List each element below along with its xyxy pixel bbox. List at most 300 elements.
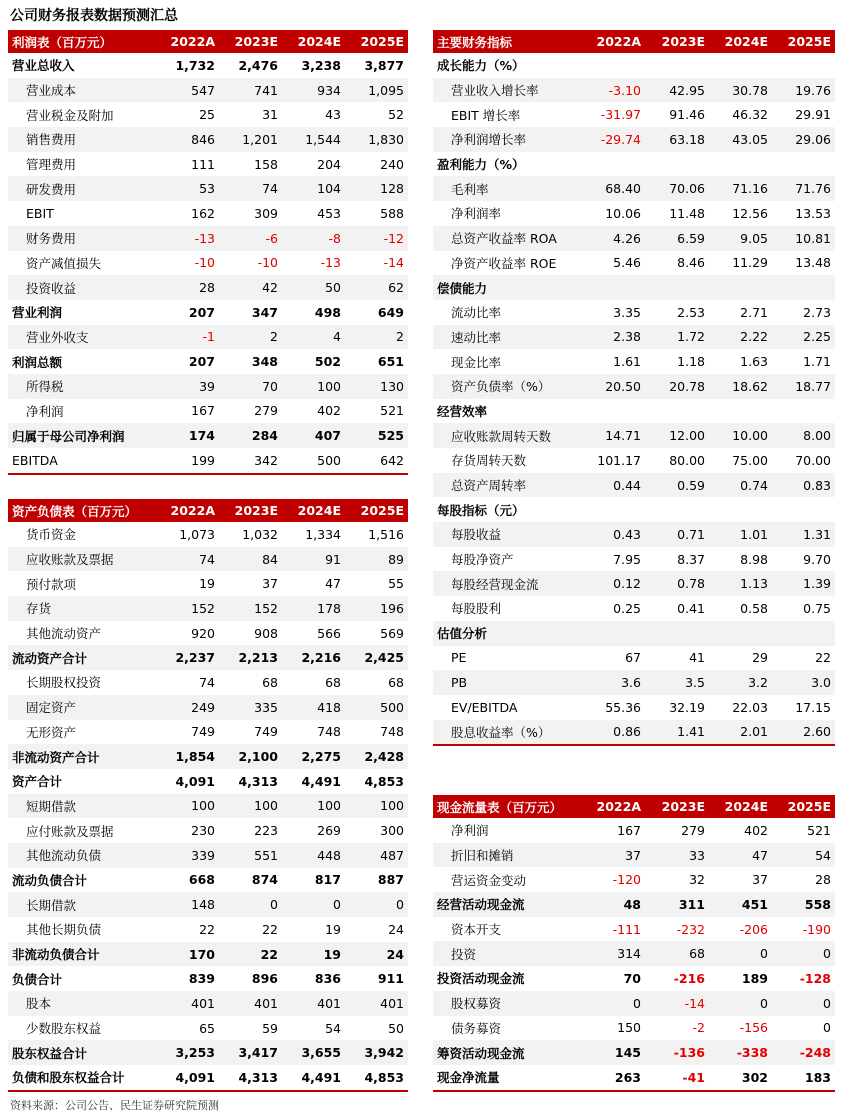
row-value: 566 xyxy=(317,625,341,641)
row-label: 总资产收益率 ROA xyxy=(433,226,581,251)
row-value: 71.76 xyxy=(772,176,835,201)
row-label: 其他流动负债 xyxy=(8,843,156,868)
table-title: 现金流量表（百万元） xyxy=(433,795,581,818)
row-value: 1.41 xyxy=(645,720,709,746)
row-value xyxy=(772,399,835,424)
table-row xyxy=(433,596,835,621)
row-label: PE xyxy=(451,650,467,666)
table-row xyxy=(8,868,408,893)
table-row xyxy=(433,300,835,325)
row-value: 145 xyxy=(581,1040,645,1065)
row-value: 0 xyxy=(282,892,345,917)
row-value: 1.72 xyxy=(645,325,709,350)
row-value: 189 xyxy=(741,970,768,986)
table-row xyxy=(8,448,408,474)
year-header: 2023E xyxy=(219,30,282,53)
row-value xyxy=(645,497,709,522)
row-label: 每股净资产 xyxy=(451,552,514,568)
row-value: 0.44 xyxy=(581,473,645,498)
row-value: 487 xyxy=(345,843,408,868)
row-value: 8.98 xyxy=(740,551,768,567)
row-value: 20.50 xyxy=(581,374,645,399)
row-label: 负债合计 xyxy=(12,971,63,987)
row-value: 2,476 xyxy=(238,57,278,73)
row-value: -31.97 xyxy=(600,107,641,123)
table-row xyxy=(8,917,408,942)
row-value: 74 xyxy=(219,176,282,201)
table-row xyxy=(433,522,835,547)
row-value: 19 xyxy=(199,576,215,592)
row-value: 402 xyxy=(317,403,341,419)
row-value: 749 xyxy=(254,724,278,740)
row-value: 48 xyxy=(581,892,645,917)
row-value: 19 xyxy=(325,921,341,937)
row-value: 551 xyxy=(219,843,282,868)
row-label: 无形资产 xyxy=(26,724,77,740)
page-title: 公司财务报表数据预测汇总 xyxy=(10,8,178,24)
row-label: 非流动资产合计 xyxy=(8,744,156,769)
row-value: 2,275 xyxy=(282,744,345,769)
table-row xyxy=(433,102,835,127)
row-label: 筹资活动现金流 xyxy=(433,1040,581,1065)
row-value: 649 xyxy=(377,304,404,320)
table-row xyxy=(433,991,835,1016)
row-value: 5.46 xyxy=(613,255,641,271)
row-value: 0.25 xyxy=(613,600,641,616)
row-label: 销售费用 xyxy=(8,127,156,152)
row-value: 0 xyxy=(772,941,835,966)
row-value: 3.2 xyxy=(709,670,772,695)
table-row xyxy=(8,201,408,226)
row-value: 41 xyxy=(689,650,705,666)
row-value: 74 xyxy=(156,547,219,572)
table-row xyxy=(8,251,408,276)
row-value: 2 xyxy=(219,325,282,350)
row-label: 股本 xyxy=(8,991,156,1016)
row-label: 资产减值损失 xyxy=(26,255,102,271)
row-label: 总资产周转率 xyxy=(433,473,581,498)
row-value: 347 xyxy=(251,304,278,320)
row-label: 折旧和摊销 xyxy=(433,843,581,868)
row-value: 1.31 xyxy=(772,522,835,547)
row-value: -111 xyxy=(612,921,641,937)
row-label: 净利润 xyxy=(451,823,489,839)
row-value xyxy=(709,53,772,78)
row-value: 1,544 xyxy=(282,127,345,152)
row-label: 盈利能力（%） xyxy=(437,157,525,173)
row-value: -248 xyxy=(772,1040,835,1065)
row-value: 498 xyxy=(314,304,341,320)
row-value: 52 xyxy=(388,107,404,123)
row-value: 269 xyxy=(317,823,341,839)
row-value: 7.95 xyxy=(613,551,641,567)
row-value xyxy=(709,621,772,646)
row-value: 167 xyxy=(191,403,215,419)
table-row xyxy=(433,152,835,177)
row-value: 749 xyxy=(191,724,215,740)
table-row xyxy=(433,78,835,103)
row-value: 1,032 xyxy=(242,526,278,542)
table-row xyxy=(433,226,835,251)
row-label: EBIT xyxy=(26,205,54,221)
row-value: 0.12 xyxy=(581,571,645,596)
row-value: 401 xyxy=(345,991,408,1016)
row-value: 10.81 xyxy=(772,226,835,251)
row-value: 152 xyxy=(219,596,282,621)
row-value xyxy=(772,152,835,177)
row-label: 流动比率 xyxy=(451,305,502,321)
year-header: 2022A xyxy=(156,499,219,522)
row-value: -41 xyxy=(645,1065,709,1091)
row-value: 24 xyxy=(388,921,404,937)
row-value: 80.00 xyxy=(669,452,705,468)
row-value: 3.0 xyxy=(772,670,835,695)
row-value: 207 xyxy=(188,354,215,370)
row-value: 104 xyxy=(282,176,345,201)
table-row xyxy=(8,374,408,399)
row-value: 183 xyxy=(772,1065,835,1091)
table-header-row xyxy=(433,30,835,53)
row-value: 2.53 xyxy=(677,304,705,320)
row-value: 1,732 xyxy=(175,57,215,73)
row-value: 846 xyxy=(156,127,219,152)
table-row xyxy=(433,843,835,868)
table-row xyxy=(433,646,835,671)
row-label: 管理费用 xyxy=(26,157,77,173)
table-row xyxy=(433,867,835,892)
row-value: -14 xyxy=(645,991,709,1016)
table-row xyxy=(8,720,408,745)
row-value: 453 xyxy=(317,205,341,221)
row-value: 0.43 xyxy=(581,522,645,547)
row-value: 0.75 xyxy=(803,600,831,616)
row-value: 3,417 xyxy=(219,1040,282,1065)
row-value: 20.78 xyxy=(645,374,709,399)
row-value: 521 xyxy=(807,822,831,838)
row-label: 现金比率 xyxy=(451,354,502,370)
row-value: 2,237 xyxy=(156,645,219,670)
row-value: 162 xyxy=(191,205,215,221)
row-value: 8.00 xyxy=(772,423,835,448)
row-value: 279 xyxy=(681,822,705,838)
row-value: 17.15 xyxy=(795,699,831,715)
row-value: 300 xyxy=(380,823,404,839)
row-value: 59 xyxy=(262,1020,278,1036)
row-value: 642 xyxy=(345,448,408,474)
row-value: 4 xyxy=(282,325,345,350)
row-value: 4,491 xyxy=(282,1065,345,1091)
table-row xyxy=(8,744,408,769)
row-value xyxy=(581,53,645,78)
table-row xyxy=(433,892,835,917)
row-label: 股权募资 xyxy=(433,991,581,1016)
table-row xyxy=(433,720,835,746)
row-label: 存货周转天数 xyxy=(451,453,527,469)
row-value: 13.48 xyxy=(795,255,831,271)
table-row xyxy=(8,991,408,1016)
row-value: 1,854 xyxy=(156,744,219,769)
row-value: -13 xyxy=(156,226,219,251)
table-row xyxy=(433,399,835,424)
row-value: 11.48 xyxy=(669,205,705,221)
row-value: 874 xyxy=(251,872,278,888)
table-row xyxy=(8,325,408,350)
year-header: 2022A xyxy=(156,30,219,53)
row-value: 13.53 xyxy=(795,205,831,221)
row-label: 营业成本 xyxy=(8,78,156,103)
row-value xyxy=(772,275,835,300)
table-row xyxy=(8,670,408,695)
row-value: 401 xyxy=(282,991,345,1016)
row-value: 2 xyxy=(345,325,408,350)
row-value: 748 xyxy=(317,724,341,740)
row-value: 32.19 xyxy=(669,699,705,715)
row-value: 91 xyxy=(282,547,345,572)
row-value: 302 xyxy=(709,1065,772,1091)
table-row xyxy=(8,1040,408,1065)
row-value: 339 xyxy=(156,843,219,868)
row-value: 2,216 xyxy=(282,645,345,670)
year-header: 2024E xyxy=(282,499,345,522)
table-row xyxy=(433,423,835,448)
row-label: 营业外收支 xyxy=(8,325,156,350)
row-value: 668 xyxy=(188,872,215,888)
row-label: 流动负债合计 xyxy=(12,872,88,888)
row-value: 279 xyxy=(254,403,278,419)
row-value: 1,334 xyxy=(305,526,341,542)
row-label: 营运资金变动 xyxy=(451,872,527,888)
year-header: 2022A xyxy=(581,30,645,53)
row-value: 62 xyxy=(345,275,408,300)
row-value: 196 xyxy=(345,596,408,621)
row-value: 22 xyxy=(219,942,282,967)
table-title: 利润表（百万元） xyxy=(8,30,156,53)
row-value: 3,253 xyxy=(156,1040,219,1065)
row-value: 4,853 xyxy=(364,773,404,789)
row-value: 0.71 xyxy=(645,522,709,547)
row-value: 68 xyxy=(325,674,341,690)
row-value: 748 xyxy=(380,724,404,740)
row-value: 89 xyxy=(345,547,408,572)
row-label: EBIT 增长率 xyxy=(451,107,521,123)
row-value: -2 xyxy=(692,1020,705,1036)
table-header-row xyxy=(8,30,408,53)
row-value: 178 xyxy=(282,596,345,621)
row-label: 存货 xyxy=(8,596,156,621)
row-value: 70.06 xyxy=(645,176,709,201)
row-value: -128 xyxy=(799,970,831,986)
row-value: 547 xyxy=(156,78,219,103)
row-value: 63.18 xyxy=(645,127,709,152)
year-header: 2024E xyxy=(709,30,772,53)
row-value: 28 xyxy=(156,275,219,300)
table-row xyxy=(8,1016,408,1041)
row-value xyxy=(645,152,709,177)
table-row xyxy=(433,374,835,399)
row-value: 71.16 xyxy=(709,176,772,201)
table-row xyxy=(8,818,408,843)
year-header: 2023E xyxy=(645,795,709,818)
row-value: 39 xyxy=(156,374,219,399)
row-label: 成长能力（%） xyxy=(437,58,525,74)
year-header: 2025E xyxy=(772,795,835,818)
row-value: 502 xyxy=(314,354,341,370)
table-row xyxy=(433,695,835,720)
row-value: 3.35 xyxy=(613,304,641,320)
row-value: 19.76 xyxy=(772,78,835,103)
row-label: EBITDA xyxy=(8,448,156,474)
table-row xyxy=(8,275,408,300)
row-value: 448 xyxy=(282,843,345,868)
row-value: 0 xyxy=(709,991,772,1016)
row-value: 401 xyxy=(156,991,219,1016)
row-value: -156 xyxy=(739,1020,768,1036)
row-value: 521 xyxy=(380,403,404,419)
row-label: 速动比率 xyxy=(433,325,581,350)
row-value: -1 xyxy=(156,325,219,350)
row-value: 29.91 xyxy=(795,107,831,123)
row-label: 长期借款 xyxy=(8,892,156,917)
row-value: 0.74 xyxy=(709,473,772,498)
row-label: EV/EBITDA xyxy=(451,699,518,715)
row-value: 3,942 xyxy=(345,1040,408,1065)
row-label: 净利润 xyxy=(26,403,64,419)
row-value: 401 xyxy=(219,991,282,1016)
row-value: 4,313 xyxy=(238,773,278,789)
row-value: 1.61 xyxy=(613,354,641,370)
row-value: 67 xyxy=(625,650,641,666)
row-value: -338 xyxy=(709,1040,772,1065)
row-value: 10.00 xyxy=(709,423,772,448)
row-value: 0 xyxy=(772,991,835,1016)
row-value: 342 xyxy=(219,448,282,474)
row-value: 2,428 xyxy=(345,744,408,769)
row-value xyxy=(772,497,835,522)
row-value: 887 xyxy=(377,872,404,888)
row-value: 9.05 xyxy=(709,226,772,251)
row-value xyxy=(581,275,645,300)
table-row xyxy=(8,892,408,917)
row-label: 营业收入增长率 xyxy=(433,78,581,103)
row-label: 投资活动现金流 xyxy=(437,971,525,987)
row-value: 152 xyxy=(156,596,219,621)
row-value: 55 xyxy=(388,576,404,592)
table-row xyxy=(433,818,835,843)
row-value: 130 xyxy=(345,374,408,399)
row-value: 54 xyxy=(772,843,835,868)
row-value: 525 xyxy=(345,423,408,448)
table-row xyxy=(433,251,835,276)
row-value: 4,491 xyxy=(301,773,341,789)
row-label: 少数股东权益 xyxy=(26,1021,102,1037)
row-value: 4.26 xyxy=(581,226,645,251)
row-value: 65 xyxy=(199,1020,215,1036)
row-value: 8.46 xyxy=(677,255,705,271)
row-value: 22.03 xyxy=(732,699,768,715)
row-label: 应收账款周转天数 xyxy=(433,423,581,448)
row-value: 1.71 xyxy=(803,354,831,370)
row-value: 37 xyxy=(581,843,645,868)
row-value: 920 xyxy=(191,625,215,641)
row-value: -120 xyxy=(612,872,641,888)
row-value: 25 xyxy=(199,107,215,123)
row-label: 债务募资 xyxy=(451,1020,502,1036)
table-row xyxy=(8,152,408,177)
row-value: 158 xyxy=(254,156,278,172)
row-value: -14 xyxy=(383,255,404,271)
row-value: 1,830 xyxy=(345,127,408,152)
row-label: 股息收益率（%） xyxy=(433,720,581,746)
row-value: 2.60 xyxy=(772,720,835,746)
table-row xyxy=(433,201,835,226)
row-value: 2,213 xyxy=(219,645,282,670)
row-value: 2.38 xyxy=(581,325,645,350)
row-label: 估值分析 xyxy=(433,621,581,646)
row-value: 111 xyxy=(191,156,215,172)
row-value: 29 xyxy=(752,650,768,666)
row-value: 451 xyxy=(709,892,772,917)
income-statement-table xyxy=(8,30,408,475)
row-value: 0.59 xyxy=(645,473,709,498)
row-value: 55.36 xyxy=(605,699,641,715)
row-value: 50 xyxy=(388,1020,404,1036)
row-value xyxy=(581,152,645,177)
table-row xyxy=(8,522,408,547)
row-value: 170 xyxy=(156,942,219,967)
row-value: 284 xyxy=(219,423,282,448)
table-row xyxy=(433,497,835,522)
row-label: 应付账款及票据 xyxy=(26,823,114,839)
table-row xyxy=(8,423,408,448)
year-header: 2023E xyxy=(645,30,709,53)
row-value: 2.01 xyxy=(709,720,772,746)
row-label: 经营效率 xyxy=(437,403,488,419)
table-row xyxy=(8,942,408,967)
table-row xyxy=(433,670,835,695)
row-value: 68 xyxy=(388,674,404,690)
row-value: 240 xyxy=(380,156,404,172)
row-value: 100 xyxy=(345,794,408,819)
row-value: 0.78 xyxy=(645,571,709,596)
row-value xyxy=(709,275,772,300)
row-label: 偿债能力 xyxy=(433,275,581,300)
row-value: 0 xyxy=(823,1020,831,1036)
row-label: 投资 xyxy=(433,941,581,966)
row-value: 91.46 xyxy=(669,107,705,123)
row-value: 223 xyxy=(254,823,278,839)
row-value: 407 xyxy=(282,423,345,448)
table-row xyxy=(433,1016,835,1041)
row-value: 0.41 xyxy=(677,600,705,616)
row-label: 货币资金 xyxy=(26,527,77,543)
row-value: 47 xyxy=(325,576,341,592)
row-label: 其他长期负债 xyxy=(26,922,102,938)
row-label: 长期股权投资 xyxy=(26,675,102,691)
row-label: 所得税 xyxy=(8,374,156,399)
row-label: 净利润增长率 xyxy=(433,127,581,152)
row-value: 22 xyxy=(199,921,215,937)
row-value: 46.32 xyxy=(732,107,768,123)
row-value: 24 xyxy=(345,942,408,967)
row-label: 非流动负债合计 xyxy=(8,942,156,967)
row-value: 1.63 xyxy=(740,354,768,370)
row-value: 167 xyxy=(617,822,641,838)
row-value: 22 xyxy=(815,650,831,666)
source-note: 资料来源：公司公告、民生证券研究院预测 xyxy=(10,1099,219,1112)
row-value: 8.37 xyxy=(677,551,705,567)
row-value: 2,100 xyxy=(219,744,282,769)
row-value: 18.62 xyxy=(709,374,772,399)
